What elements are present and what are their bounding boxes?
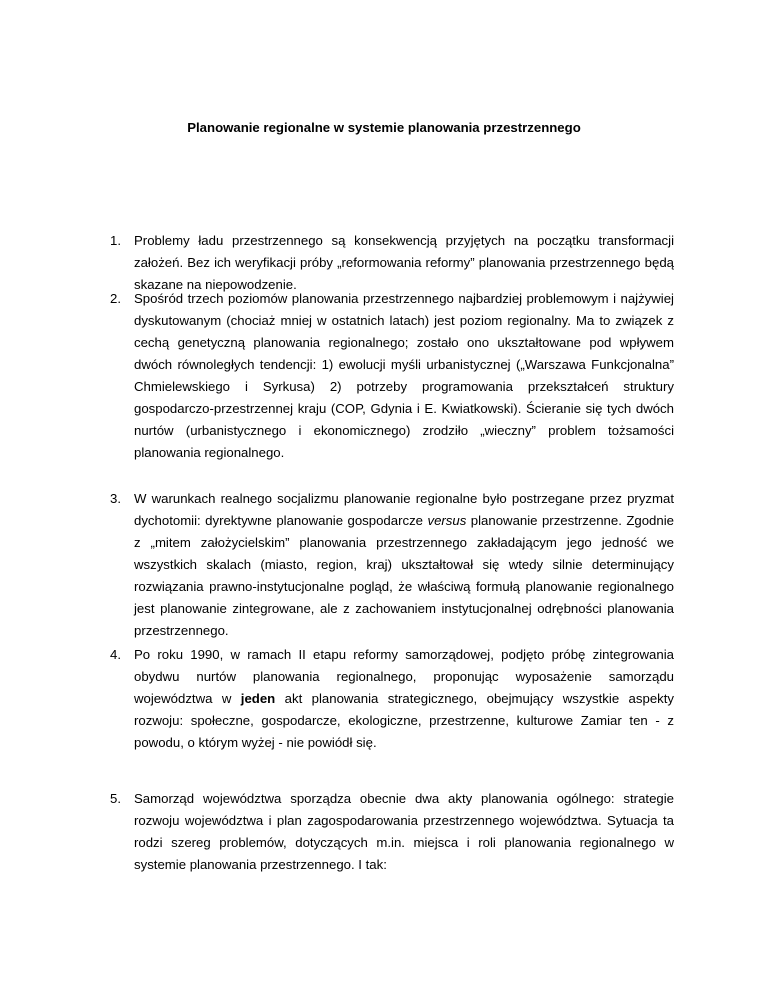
paragraph-number: 1.	[110, 233, 121, 248]
paragraph-text: Problemy ładu przestrzennego są konsekwencją przyjętych na początku transformacji założeń. Bez ich weryfikacji próby „reformowania reformy” planowania przestrzennego będą skazane na niepowodzenie.	[134, 233, 674, 292]
paragraph-text: Samorząd województwa sporządza obecnie dwa akty planowania ogólnego: strategie rozwoju województwa i plan zagospodarowania przestrzennego województwa. Sytuacja ta rodzi szereg problemów, dotyczących m.in. miejsca i roli planowania regionalnego w systemie planowania przestrzennego. I tak:	[134, 791, 674, 872]
paragraph-number: 2.	[110, 291, 121, 306]
paragraph-text: Spośród trzech poziomów planowania przestrzennego najbardziej problemowym i najżywiej dyskutowanym (chociaż mniej w ostatnich latach) jest poziom regionalny. Ma to związek z cechą genetyczną planowania regionalnego; zostało ono ukształtowane pod wpływem dwóch równoległych tendencji: 1) ewolucji myśli urbanistycznej („Warszawa Funkcjonalna” Chmielewskiego i Syrkusa) 2) potrzeby programowania przekształceń struktury gospodarczo-przestrzennej kraju (COP, Gdynia i E. Kwiatkowski). Ścieranie się tych dwóch nurtów (urbanistycznego i ekonomicznego) zrodziło „wieczny” problem tożsamości planowania regionalnego.	[134, 291, 674, 460]
numbered-paragraph-1	[110, 230, 674, 296]
paragraph-number: 5.	[110, 791, 121, 806]
paragraph-text	[134, 488, 674, 642]
numbered-paragraph-2	[110, 288, 674, 464]
numbered-paragraph-5	[110, 788, 674, 876]
paragraph-text-part: planowanie przestrzenne. Zgodnie z „mitem założycielskim” planowania przestrzennego zakładającym jego jedność we wszystkich skalach (miasto, region, kraj) ukształtował się wtedy silnie determinujący rozwiązania prawno-instytucjonalne pogląd, że właściwą formułą planowanie regionalnego jest planowanie zintegrowane, ale z zachowaniem instytucjonalnej odrębności planowania przestrzennego.	[134, 513, 674, 638]
paragraph-number: 3.	[110, 491, 121, 506]
numbered-paragraph-3	[110, 488, 674, 642]
bold-term: jeden	[240, 691, 276, 706]
paragraph-text	[134, 644, 674, 754]
paragraph-number: 4.	[110, 647, 121, 662]
italic-term: versus	[427, 513, 467, 528]
document-title: Planowanie regionalne w systemie planowania przestrzennego	[187, 120, 581, 135]
numbered-paragraph-4	[110, 644, 674, 754]
paragraph-text-part: Po roku 1990, w ramach II etapu reformy samorządowej, podjęto próbę zintegrowania obydwu nurtów planowania regionalnego, proponując wyposażenie samorządu województwa w	[134, 647, 674, 706]
paragraph-text-part: akt planowania strategicznego, obejmujący wszystkie aspekty rozwoju: społeczne, gospodarcze, ekologiczne, przestrzenne, kulturowe Zamiar ten - z powodu, o którym wyżej - nie powiódł się.	[134, 691, 675, 750]
paragraph-text-part: W warunkach realnego socjalizmu planowanie regionalne było postrzegane przez pryzmat dychotomii: dyrektywne planowanie gospodarcze	[134, 491, 674, 528]
